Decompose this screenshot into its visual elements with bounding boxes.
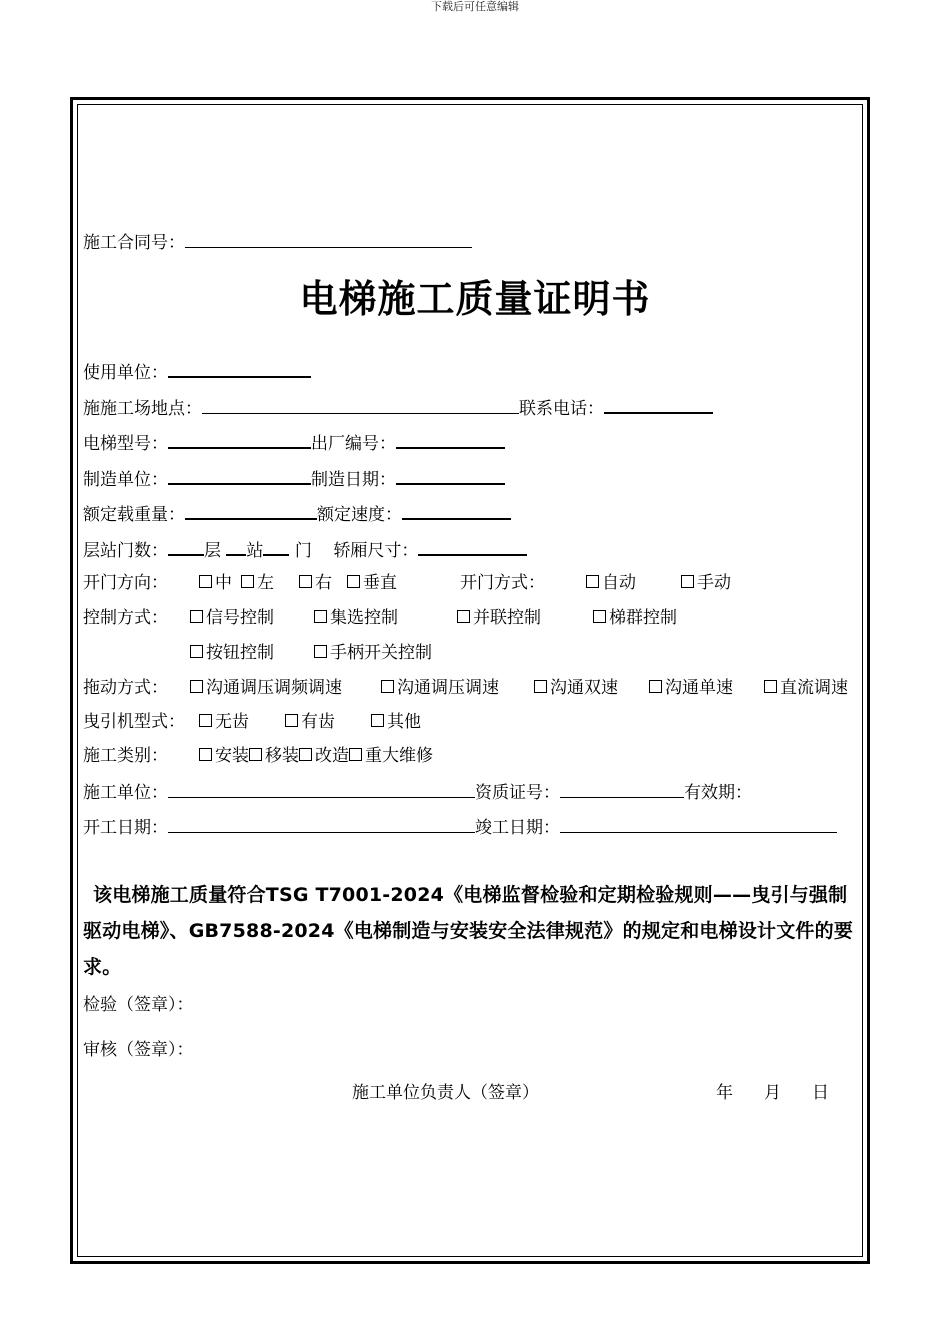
validity-label: 有效期： bbox=[684, 783, 752, 803]
checkbox[interactable] bbox=[649, 680, 662, 693]
control-option-handle-switch[interactable] bbox=[314, 642, 432, 664]
mfg-date-label: 制造日期： bbox=[311, 470, 396, 490]
manufacturer-label: 制造单位： bbox=[83, 470, 168, 490]
checkbox[interactable] bbox=[190, 610, 203, 623]
option-label: 其他 bbox=[387, 712, 421, 732]
user-unit-row bbox=[83, 359, 311, 384]
manufacturer-row bbox=[83, 466, 505, 491]
option-label: 集选控制 bbox=[330, 608, 398, 628]
review-label: 审核（签章）： bbox=[83, 1040, 194, 1060]
site-field[interactable] bbox=[202, 396, 519, 414]
site-row bbox=[83, 395, 713, 420]
contract-row bbox=[83, 230, 472, 254]
option-label: 自动 bbox=[602, 573, 636, 593]
mfg-date-field[interactable] bbox=[396, 466, 505, 485]
start-date-label: 开工日期： bbox=[83, 818, 168, 838]
door-direction-option-vertical[interactable] bbox=[347, 572, 397, 594]
contractor-field[interactable] bbox=[168, 780, 475, 798]
option-label: 沟通单速 bbox=[665, 678, 733, 698]
control-option-duplex[interactable] bbox=[457, 607, 541, 629]
door-direction-option-center[interactable] bbox=[199, 572, 232, 594]
control-option-signal[interactable] bbox=[190, 607, 274, 629]
checkbox[interactable] bbox=[249, 748, 262, 761]
traction-row bbox=[83, 711, 421, 733]
door-row bbox=[83, 572, 731, 594]
control-option-collective[interactable] bbox=[314, 607, 398, 629]
door-mode-option-manual[interactable] bbox=[681, 572, 731, 594]
model-row bbox=[83, 430, 505, 455]
option-label: 按钮控制 bbox=[206, 643, 274, 663]
serial-field[interactable] bbox=[396, 430, 505, 449]
work-type-option-modify[interactable] bbox=[299, 746, 349, 766]
floors-label: 层站门数： bbox=[83, 541, 168, 561]
contractor-row bbox=[83, 780, 752, 804]
rated-speed-field[interactable] bbox=[402, 501, 511, 520]
license-label: 资质证号： bbox=[475, 783, 560, 803]
work-type-label: 施工类别： bbox=[83, 746, 168, 766]
site-label: 施施工场地点： bbox=[83, 399, 202, 419]
contract-field[interactable] bbox=[185, 230, 472, 248]
inspect-label: 检验（签章）： bbox=[83, 995, 194, 1015]
option-label: 梯群控制 bbox=[609, 608, 677, 628]
floor-count-field[interactable] bbox=[168, 537, 204, 556]
checkbox[interactable] bbox=[285, 714, 298, 727]
option-label: 重大维修 bbox=[365, 746, 433, 766]
door-direction-option-left[interactable] bbox=[241, 572, 274, 594]
document-title: 电梯施工质量证明书 bbox=[299, 277, 651, 321]
option-label: 左 bbox=[257, 573, 274, 593]
checkbox[interactable] bbox=[314, 610, 327, 623]
work-type-row bbox=[83, 745, 433, 767]
traction-option-gearless[interactable] bbox=[199, 711, 249, 733]
user-unit-field[interactable] bbox=[168, 359, 311, 378]
checkbox[interactable] bbox=[586, 575, 599, 588]
model-field[interactable] bbox=[168, 430, 311, 449]
checkbox[interactable] bbox=[241, 575, 254, 588]
floors-row bbox=[83, 537, 527, 562]
user-unit-label: 使用单位： bbox=[83, 363, 168, 383]
phone-field[interactable] bbox=[604, 395, 713, 414]
day-label: 日 bbox=[812, 1083, 829, 1103]
month-label: 月 bbox=[764, 1083, 781, 1103]
option-label: 沟通调压调频调速 bbox=[206, 678, 342, 698]
option-label: 右 bbox=[315, 573, 332, 593]
checkbox[interactable] bbox=[199, 748, 212, 761]
drive-label: 拖动方式： bbox=[83, 678, 168, 698]
rated-speed-label: 额定速度： bbox=[317, 505, 402, 525]
checkbox[interactable] bbox=[190, 680, 203, 693]
option-label: 直流调速 bbox=[780, 678, 848, 698]
floor-unit: 层 bbox=[204, 541, 221, 561]
license-field[interactable] bbox=[560, 780, 684, 798]
end-date-field[interactable] bbox=[560, 815, 837, 833]
control-option-group[interactable] bbox=[593, 607, 677, 629]
checkbox[interactable] bbox=[299, 575, 312, 588]
car-size-label: 轿厢尺寸： bbox=[333, 541, 419, 561]
checkbox[interactable] bbox=[371, 714, 384, 727]
checkbox[interactable] bbox=[764, 680, 777, 693]
door-count-field[interactable] bbox=[263, 537, 289, 556]
compliance-statement: 该电梯施工质量符合TSG T7001-2024《电梯监督检验和定期检验规则——曳引与强制驱动电梯》、GB7588-2024《电梯制造与安装安全法律规范》的规定和电梯设计文件的要求。 bbox=[83, 884, 854, 978]
drive-row bbox=[83, 677, 848, 699]
contract-label: 施工合同号： bbox=[83, 233, 185, 253]
option-label: 信号控制 bbox=[206, 608, 274, 628]
control-label: 控制方式： bbox=[83, 608, 168, 628]
option-label: 手柄开关控制 bbox=[330, 643, 432, 663]
phone-label: 联系电话： bbox=[519, 399, 604, 419]
rated-load-field[interactable] bbox=[185, 501, 317, 520]
drive-option-vvvf[interactable] bbox=[190, 677, 342, 699]
checkbox[interactable] bbox=[534, 680, 547, 693]
contractor-label: 施工单位： bbox=[83, 783, 168, 803]
door-unit: 门 bbox=[294, 541, 312, 561]
checkbox[interactable] bbox=[347, 575, 360, 588]
drive-option-dc[interactable] bbox=[764, 677, 848, 699]
option-label: 沟通调压调速 bbox=[397, 678, 499, 698]
checkbox[interactable] bbox=[199, 714, 212, 727]
checkbox[interactable] bbox=[381, 680, 394, 693]
work-type-option-relocate[interactable] bbox=[249, 746, 299, 766]
checkbox[interactable] bbox=[314, 645, 327, 658]
car-size-field[interactable] bbox=[418, 537, 527, 556]
traction-option-geared[interactable] bbox=[285, 711, 335, 733]
rated-load-label: 额定载重量： bbox=[83, 505, 185, 525]
drive-option-ac1[interactable] bbox=[649, 677, 733, 699]
header-note: 下载后可任意编辑 bbox=[431, 0, 519, 13]
end-date-label: 竣工日期： bbox=[475, 818, 560, 838]
station-count-field[interactable] bbox=[226, 537, 246, 556]
checkbox[interactable] bbox=[199, 575, 212, 588]
work-type-option-install[interactable] bbox=[199, 746, 249, 766]
option-label: 安装 bbox=[215, 746, 249, 766]
work-type-option-major-repair[interactable] bbox=[349, 746, 433, 766]
year-label: 年 bbox=[716, 1083, 733, 1103]
door-direction-option-right[interactable] bbox=[299, 572, 332, 594]
serial-label: 出厂编号： bbox=[311, 434, 396, 454]
model-label: 电梯型号： bbox=[83, 434, 168, 454]
door-direction-label: 开门方向： bbox=[83, 573, 168, 593]
control-option-button[interactable] bbox=[190, 642, 274, 664]
control-row bbox=[83, 607, 677, 629]
option-label: 垂直 bbox=[363, 573, 397, 593]
principal-label: 施工单位负责人（签章） bbox=[352, 1083, 539, 1103]
option-label: 无齿 bbox=[215, 712, 249, 732]
option-label: 并联控制 bbox=[473, 608, 541, 628]
checkbox[interactable] bbox=[681, 575, 694, 588]
checkbox[interactable] bbox=[349, 748, 362, 761]
option-label: 手动 bbox=[697, 573, 731, 593]
checkbox[interactable] bbox=[457, 610, 470, 623]
door-mode-option-auto[interactable] bbox=[586, 572, 636, 594]
traction-option-other[interactable] bbox=[371, 711, 421, 733]
option-label: 改造 bbox=[315, 746, 349, 766]
checkbox[interactable] bbox=[190, 645, 203, 658]
option-label: 有齿 bbox=[301, 712, 335, 732]
station-unit: 站 bbox=[246, 541, 264, 561]
option-label: 沟通双速 bbox=[550, 678, 618, 698]
start-date-field[interactable] bbox=[168, 815, 475, 833]
dates-row bbox=[83, 815, 837, 839]
manufacturer-field[interactable] bbox=[168, 466, 311, 485]
door-mode-label: 开门方式： bbox=[460, 573, 545, 593]
option-label: 移装 bbox=[265, 746, 299, 766]
traction-label: 曳引机型式： bbox=[83, 712, 185, 732]
option-label: 中 bbox=[215, 573, 232, 593]
checkbox[interactable] bbox=[593, 610, 606, 623]
checkbox[interactable] bbox=[299, 748, 312, 761]
work-type-options bbox=[199, 745, 433, 767]
drive-option-acvv[interactable] bbox=[381, 677, 499, 699]
drive-option-ac2[interactable] bbox=[534, 677, 618, 699]
rated-row bbox=[83, 501, 511, 526]
